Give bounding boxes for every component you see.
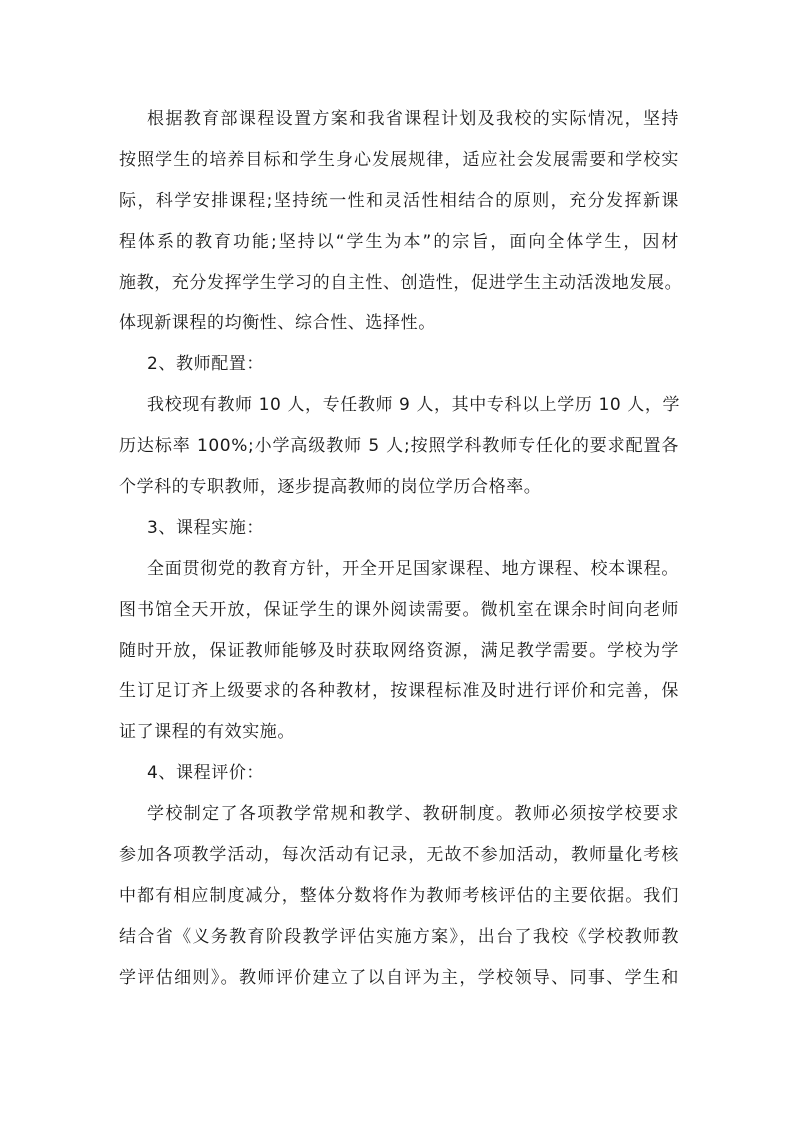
document-body	[119, 99, 683, 999]
paragraph-line: 图书馆全天开放，保证学生的课外阅读需要。微机室在课余时间向老师	[119, 599, 679, 620]
paragraph-line: 际，科学安排课程;坚持统一性和灵活性相结合的原则，充分发挥新课	[119, 190, 679, 211]
paragraph-line: 中都有相应制度减分，整体分数将作为教师考核评估的主要依据。我们	[119, 885, 679, 906]
paragraph-line: 结合省《义务教育阶段教学评估实施方案》，出台了我校《学校教师教	[119, 926, 679, 947]
paragraph-line: 学校制定了各项教学常规和教学、教研制度。教师必须按学校要求	[147, 804, 679, 825]
paragraph-line: 随时开放，保证教师能够及时获取网络资源，满足教学需要。学校为学	[119, 640, 679, 661]
paragraph-line: 根据教育部课程设置方案和我省课程计划及我校的实际情况，坚持	[147, 109, 679, 129]
paragraph-line: 证了课程的有效实施。	[119, 722, 295, 743]
paragraph-line: 参加各项教学活动，每次活动有记录，无故不参加活动，教师量化考核	[119, 845, 679, 866]
paragraph-line: 全面贯彻党的教育方针，开全开足国家课程、地方课程、校本课程。	[147, 558, 679, 579]
section-heading-teacher-config: 2、教师配置：	[147, 354, 265, 375]
section-heading-course-implementation: 3、课程实施：	[147, 517, 265, 538]
paragraph-line: 按照学生的培养目标和学生身心发展规律，适应社会发展需要和学校实	[119, 149, 679, 170]
paragraph-line: 我校现有教师 10 人，专任教师 9 人，其中专科以上学历 10 人，学	[147, 395, 681, 416]
paragraph-line: 体现新课程的均衡性、综合性、选择性。	[119, 313, 436, 334]
paragraph-line: 学评估细则》。教师评价建立了以自评为主，学校领导、同事、学生和	[119, 967, 679, 988]
paragraph-line: 施教，充分发挥学生学习的自主性、创造性，促进学生主动活泼地发展。	[119, 272, 683, 293]
paragraph-line: 历达标率 100%;小学高级教师 5 人;按照学科教师专任化的要求配置各	[119, 436, 679, 457]
paragraph-line: 个学科的专职教师，逐步提高教师的岗位学历合格率。	[119, 477, 542, 498]
paragraph-line: 生订足订齐上级要求的各种教材，按课程标准及时进行评价和完善，保	[119, 681, 679, 702]
section-heading-course-evaluation: 4、课程评价：	[147, 763, 265, 784]
paragraph-line: 程体系的教育功能;坚持以“学生为本”的宗旨，面向全体学生，因材	[119, 231, 679, 252]
